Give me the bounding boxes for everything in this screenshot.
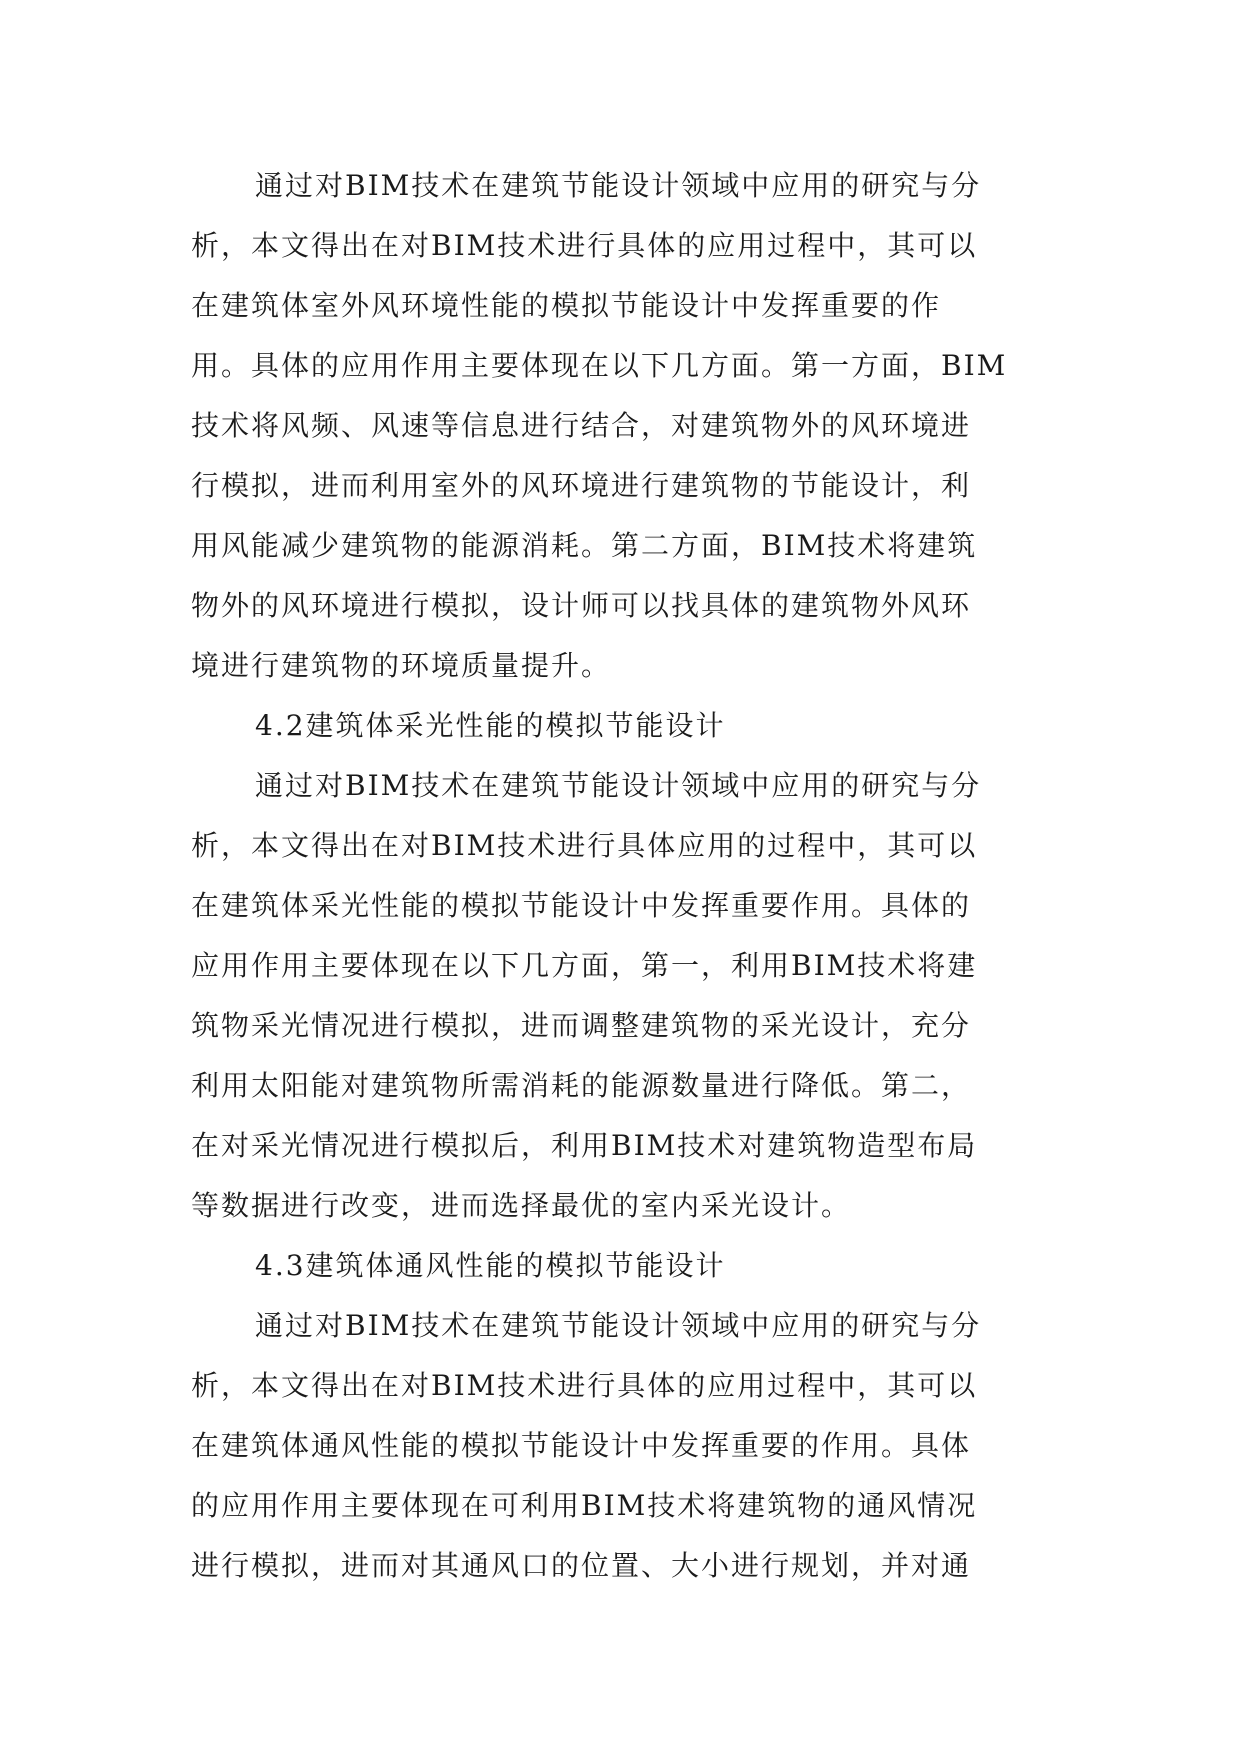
text-line: 物外的风环境进行模拟，设计师可以找具体的建筑物外风环 <box>191 589 972 622</box>
text-line: 析，本文得出在对BIM技术进行具体的应用过程中，其可以 <box>191 229 978 262</box>
text-line: 进行模拟，进而对其通风口的位置、大小进行规划，并对通 <box>191 1549 972 1582</box>
text-line: 用风能减少建筑物的能源消耗。第二方面，BIM技术将建筑 <box>191 529 978 562</box>
text-line: 析，本文得出在对BIM技术进行具体的应用过程中，其可以 <box>191 1369 978 1402</box>
text-line: 在建筑体通风性能的模拟节能设计中发挥重要的作用。具体 <box>191 1429 972 1462</box>
text-line: 应用作用主要体现在以下几方面，第一，利用BIM技术将建 <box>191 949 978 982</box>
text-line: 利用太阳能对建筑物所需消耗的能源数量进行降低。第二， <box>191 1069 972 1102</box>
text-line: 等数据进行改变，进而选择最优的室内采光设计。 <box>191 1189 852 1222</box>
text-line: 用。具体的应用作用主要体现在以下几方面。第一方面，BIM <box>191 349 1008 382</box>
text-line: 行模拟，进而利用室外的风环境进行建筑物的节能设计，利 <box>191 469 972 502</box>
section-heading-4-2: 4.2建筑体采光性能的模拟节能设计 <box>255 709 726 742</box>
text-line: 境进行建筑物的环境质量提升。 <box>191 649 612 682</box>
text-line: 通过对BIM技术在建筑节能设计领域中应用的研究与分 <box>255 169 982 202</box>
paragraph-daylighting <box>191 756 1071 1236</box>
text-line: 析，本文得出在对BIM技术进行具体应用的过程中，其可以 <box>191 829 978 862</box>
text-line: 通过对BIM技术在建筑节能设计领域中应用的研究与分 <box>255 1309 982 1342</box>
paragraph-outdoor-wind <box>191 156 1071 696</box>
text-line: 在建筑体室外风环境性能的模拟节能设计中发挥重要的作 <box>191 289 942 322</box>
text-line: 筑物采光情况进行模拟，进而调整建筑物的采光设计，充分 <box>191 1009 972 1042</box>
text-line: 通过对BIM技术在建筑节能设计领域中应用的研究与分 <box>255 769 982 802</box>
text-line: 在对采光情况进行模拟后，利用BIM技术对建筑物造型布局 <box>191 1129 978 1162</box>
text-line: 在建筑体采光性能的模拟节能设计中发挥重要作用。具体的 <box>191 889 972 922</box>
section-heading-4-3: 4.3建筑体通风性能的模拟节能设计 <box>255 1249 726 1282</box>
document-body <box>191 156 1071 1596</box>
paragraph-ventilation <box>191 1296 1071 1596</box>
text-line: 的应用作用主要体现在可利用BIM技术将建筑物的通风情况 <box>191 1489 978 1522</box>
text-line: 技术将风频、风速等信息进行结合，对建筑物外的风环境进 <box>191 409 972 442</box>
